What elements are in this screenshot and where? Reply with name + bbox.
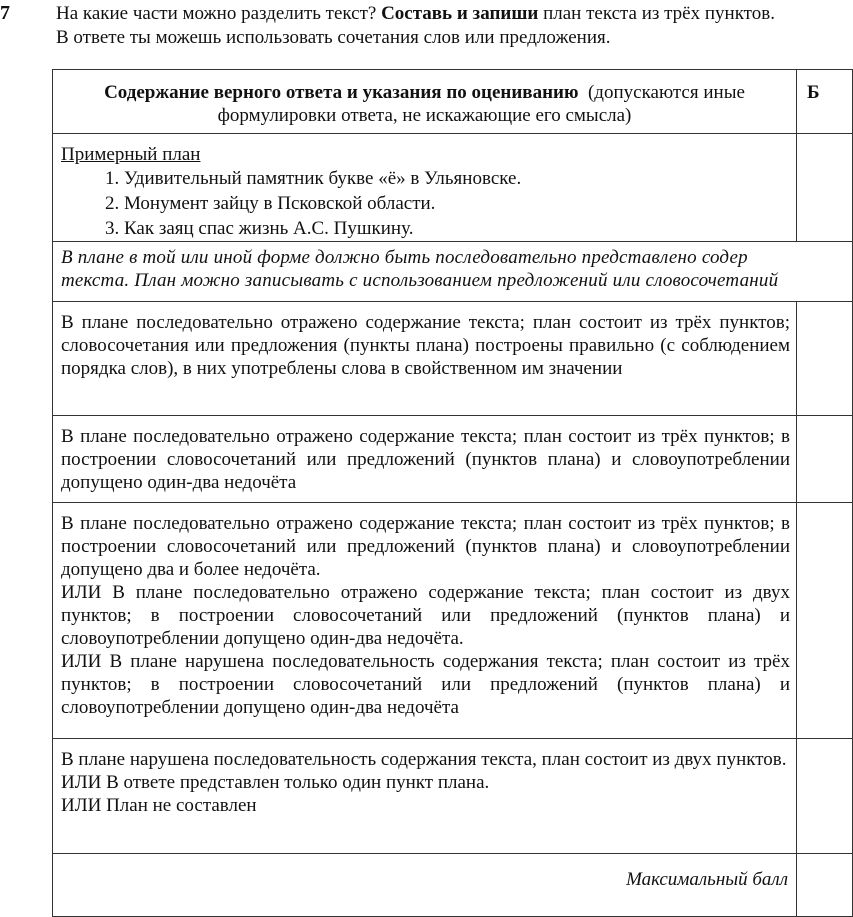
score-header-cell: Б: [797, 70, 853, 134]
criterion-cell: [53, 416, 797, 503]
table-header-note: (допускаются иные формулировки ответа, не искажающие его смысла): [217, 82, 745, 126]
criterion-cell: [53, 739, 797, 854]
plan-item: 2. Монумент зайцу в Псковской области.: [105, 193, 436, 214]
score-cell: [797, 302, 853, 416]
criterion-cell: [53, 503, 797, 739]
note-line-2: текста. План можно записывать с использованием предложений или словосочетаний: [61, 270, 779, 291]
criterion-text: В плане нарушена последовательность содержания текста, план состоит из двух пунктов.: [61, 749, 787, 770]
grading-table: [52, 69, 853, 917]
criterion-row: [53, 302, 853, 416]
criterion-text: В плане последовательно отражено содержание текста; план состоит из трёх пунктов; в построении словосочетаний или предложений (пунктов плана) и словоупотреблении допущено два и более недочёта.: [61, 513, 790, 580]
max-score-row: [53, 854, 853, 917]
note-line-1: В плане в той или иной форме должно быть последовательно представлено содер: [61, 247, 748, 268]
max-score-label: Максимальный балл: [53, 854, 797, 917]
question-line-2: В ответе ты можешь использовать сочетания слов или предложения.: [56, 27, 611, 48]
criterion-cell: [53, 302, 797, 416]
score-cell: [797, 739, 853, 854]
score-cell: [797, 854, 853, 917]
plan-cell: [53, 134, 797, 242]
question-line-1: [56, 2, 775, 26]
criterion-row: [53, 739, 853, 854]
criterion-text-alt: ИЛИ В ответе представлен только один пункт плана.: [61, 772, 490, 793]
score-cell: [797, 134, 853, 242]
plan-item: 1. Удивительный памятник букве «ё» в Ульяновске.: [105, 168, 522, 189]
criterion-text-alt: ИЛИ В плане нарушена последовательность содержания текста; план состоит из трёх пунктов; в построении словосочетаний или предложений (пунктов плана) и словоупотреблении допущено один-два недочёта: [61, 651, 790, 718]
criterion-text: В плане последовательно отражено содержание текста; план состоит из трёх пунктов; словосочетания или предложения (пункты плана) построены правильно (с соблюдением порядка слов), в них употреблены слова в свойственном им значении: [61, 312, 790, 379]
plan-list: [53, 166, 796, 241]
question-line-1-bold: Составь и запиши: [381, 3, 539, 24]
criterion-row: [53, 416, 853, 503]
question-text: [56, 2, 775, 50]
plan-row: [53, 134, 853, 242]
table-header-row: [53, 70, 853, 134]
table-header-cell: [53, 70, 797, 134]
score-cell: [797, 416, 853, 503]
criterion-text-alt: ИЛИ План не составлен: [61, 795, 257, 816]
score-cell: [797, 503, 853, 739]
note-row: [53, 242, 853, 302]
question-number: 7: [0, 2, 10, 24]
criterion-text: В плане последовательно отражено содержание текста; план состоит из трёх пунктов; в построении словосочетаний или предложений (пунктов плана) и словоупотреблении допущено один-два недочёта: [61, 426, 790, 493]
criterion-text-alt: ИЛИ В плане последовательно отражено содержание текста; план состоит из двух пунктов; в построении словосочетаний или предложений (пунктов плана) и словоупотреблении допущено один-два недочёта.: [61, 582, 790, 649]
table-header-bold: Содержание верного ответа и указания по оцениванию: [104, 82, 579, 103]
note-cell: [53, 242, 853, 302]
question-line-1-end: план текста из трёх пунктов.: [538, 3, 775, 24]
plan-title: Примерный план: [61, 144, 201, 165]
question-line-1-start: На какие части можно разделить текст?: [56, 3, 382, 24]
plan-item: 3. Как заяц спас жизнь А.С. Пушкину.: [105, 218, 414, 239]
criterion-row: [53, 503, 853, 739]
